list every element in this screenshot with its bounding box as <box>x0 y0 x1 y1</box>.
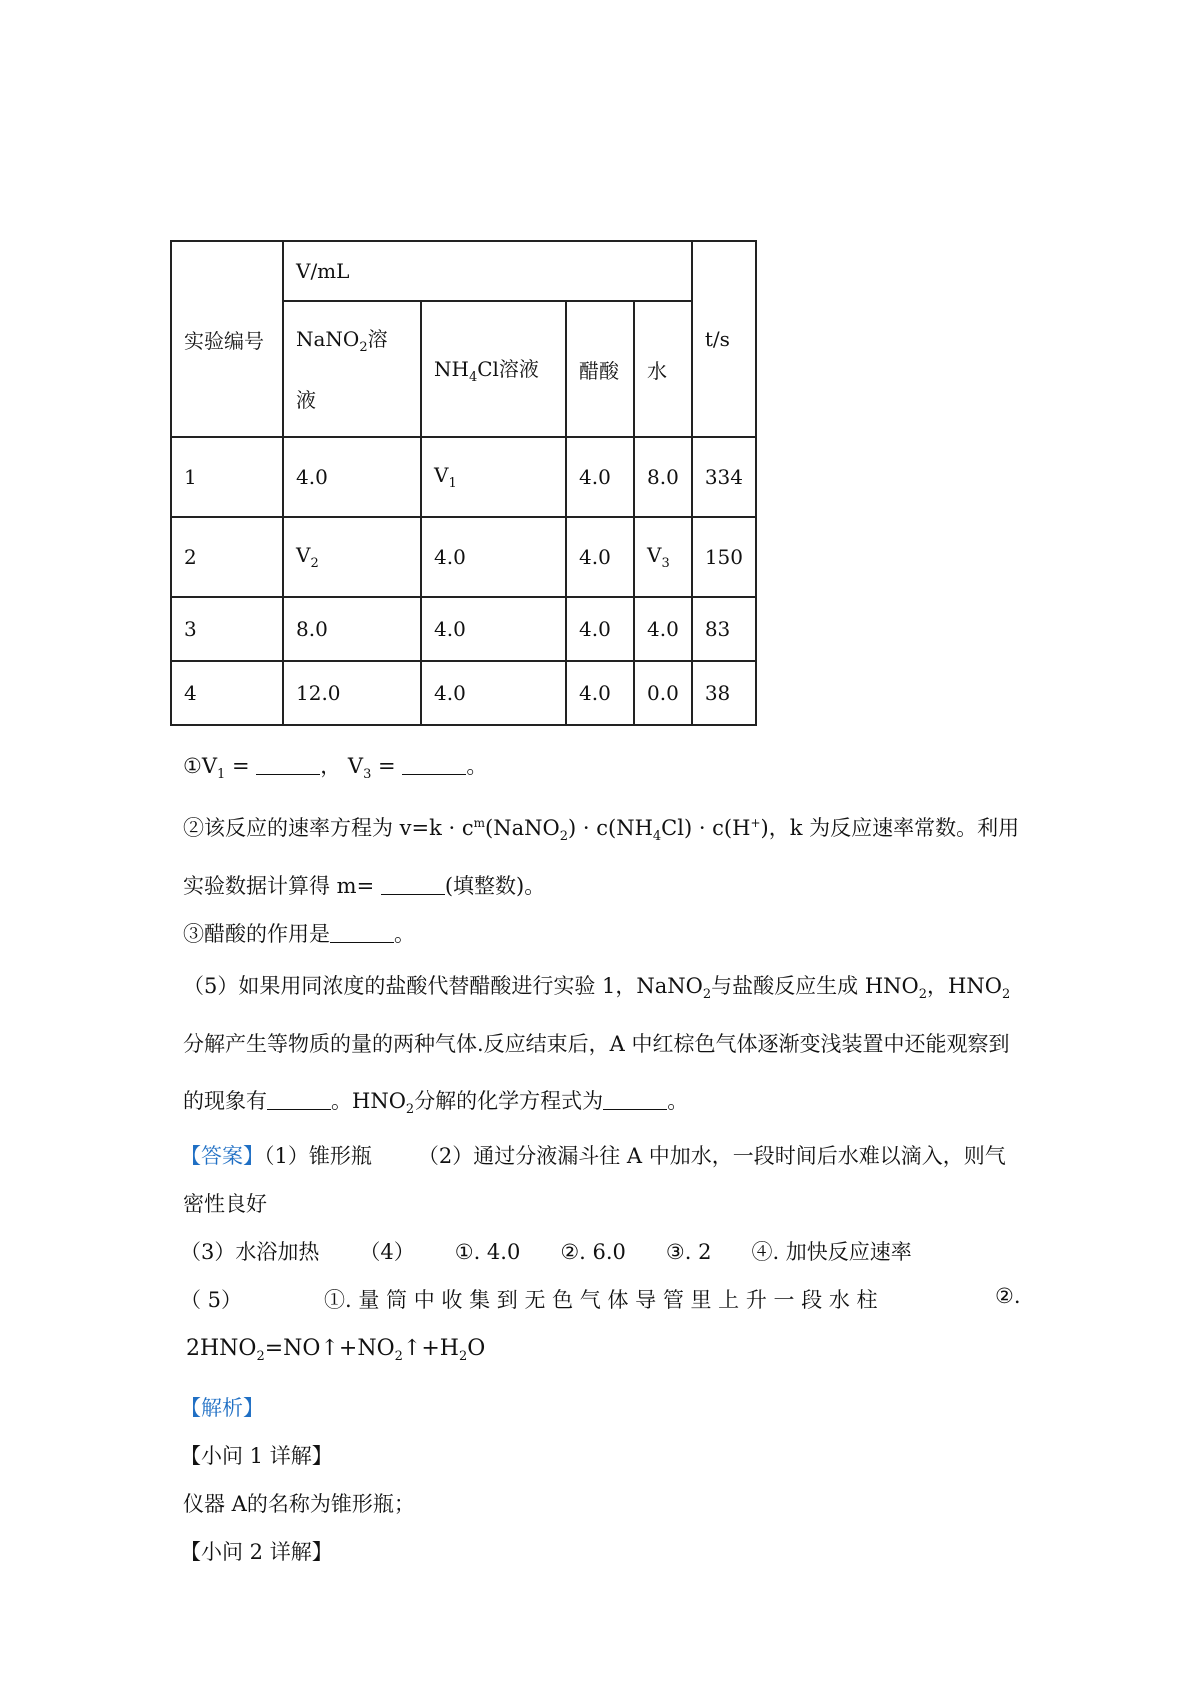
cell-acid: 4.0 <box>566 517 634 597</box>
col-nano2-text: NaNO <box>296 326 360 351</box>
eq-part-d: O <box>467 1336 486 1361</box>
cell-id: 2 <box>171 517 283 597</box>
cell-nh4cl: 4.0 <box>421 517 566 597</box>
cell-nano2: 4.0 <box>283 437 421 517</box>
answer-line-1 <box>180 1140 1006 1170</box>
answer-line-2 <box>183 1188 267 1218</box>
answer-1: （1）锥形瓶 <box>264 1144 372 1168</box>
row-header-cell <box>171 241 283 437</box>
col-nano2-header <box>283 301 421 437</box>
question-5-line-2 <box>183 1028 1010 1058</box>
answer-line-3 <box>180 1236 912 1266</box>
q1-sep: ， V <box>320 754 364 778</box>
q2-text-c: ) · c(NH <box>568 816 653 840</box>
col-nh4cl-sub: 4 <box>468 370 478 385</box>
q2-text-e: )，k 为反应速率常数。利用 <box>760 816 1020 840</box>
q5-text-b: 与盐酸反应生成 HNO <box>711 974 919 998</box>
q5-line3-b: 。HNO <box>331 1089 406 1113</box>
table-row <box>171 517 756 597</box>
q1-sub: 1 <box>217 767 226 782</box>
experiment-table <box>170 240 757 726</box>
col-nano2-text-b: 溶 <box>367 326 388 351</box>
answer-2-cont: 密性良好 <box>183 1192 267 1216</box>
cell-nano2-v: V <box>296 543 311 567</box>
volume-unit: V/mL <box>296 259 350 283</box>
q5-line3-c: 分解的化学方程式为 <box>414 1089 604 1113</box>
col-acid-header <box>566 301 634 437</box>
cell-nh4cl <box>421 437 566 517</box>
col-nh4cl-text-b: Cl溶液 <box>477 357 539 381</box>
q2-text-a: ②该反应的速率方程为 v=k · c <box>183 816 474 840</box>
cell-water-sub: 3 <box>661 556 670 571</box>
eq-sub-b: 2 <box>394 1349 403 1364</box>
eq-part-a: 2HNO <box>186 1336 257 1361</box>
question-1 <box>183 750 487 782</box>
answer-blank <box>330 924 394 943</box>
answer-tag: 【答案】 <box>180 1144 264 1168</box>
q1-label: ①V <box>183 754 217 778</box>
cell-nano2: 8.0 <box>283 597 421 661</box>
q5-sub-a: 2 <box>702 987 712 1002</box>
col-water-text: 水 <box>647 358 667 383</box>
q2-sub-2: 2 <box>559 829 569 844</box>
subquestion-1-text: 仪器 A的名称为锥形瓶； <box>183 1492 415 1516</box>
answer-line-4 <box>180 1284 878 1314</box>
cell-id: 1 <box>171 437 283 517</box>
col-nh4cl-header <box>421 301 566 437</box>
cell-acid: 4.0 <box>566 661 634 725</box>
question-2-line-1 <box>183 812 1019 844</box>
col-nh4cl-text: NH <box>434 357 469 381</box>
answer-5-label: （ 5） <box>180 1288 243 1312</box>
answer-line-4-end <box>995 1284 1021 1308</box>
question-5-line-3 <box>183 1085 688 1117</box>
equation <box>186 1336 485 1364</box>
eq-part-b: =NO↑+NO <box>264 1336 395 1361</box>
cell-water: 0.0 <box>634 661 692 725</box>
answer-5-1: ①. 量 筒 中 收 集 到 无 色 气 体 导 管 里 上 升 一 段 水 柱 <box>324 1288 878 1312</box>
answer-blank <box>256 756 320 775</box>
volume-group-header <box>283 241 692 301</box>
q2-sup-plus: + <box>750 816 761 830</box>
q2-line2-end: (填整数)。 <box>444 874 546 898</box>
answer-4-label: （4） <box>359 1240 415 1264</box>
answer-4-4: ④. 加快反应速率 <box>751 1240 912 1264</box>
answer-2: （2）通过分液漏斗往 A 中加水，一段时间后水难以滴入，则气 <box>417 1144 1006 1168</box>
cell-water: 8.0 <box>634 437 692 517</box>
eq-part-c: ↑+H <box>402 1336 459 1361</box>
question-3 <box>183 918 415 948</box>
answer-4-2: ②. 6.0 <box>560 1240 626 1264</box>
table-row <box>171 597 756 661</box>
answer-4-3: ③. 2 <box>665 1240 712 1264</box>
q2-text-b: (NaNO <box>485 816 560 840</box>
analysis-tag: 【解析】 <box>180 1396 264 1420</box>
cell-acid: 4.0 <box>566 597 634 661</box>
cell-nh4cl: 4.0 <box>421 597 566 661</box>
time-header: t/s <box>704 327 730 351</box>
cell-id: 3 <box>171 597 283 661</box>
cell-water-v: V <box>647 543 662 567</box>
cell-time: 334 <box>692 437 756 517</box>
row-header: 实验编号 <box>184 328 264 353</box>
table-row <box>171 661 756 725</box>
cell-id: 4 <box>171 661 283 725</box>
question-2-line-2 <box>183 870 545 900</box>
answer-blank <box>603 1091 667 1110</box>
answer-blank <box>267 1091 331 1110</box>
cell-nano2 <box>283 517 421 597</box>
col-nano2-sub: 2 <box>359 339 368 355</box>
q5-sub-c: 2 <box>1001 987 1011 1002</box>
cell-nh4cl-sub: 1 <box>448 476 457 491</box>
q3-end: 。 <box>394 922 415 946</box>
cell-nano2-sub: 2 <box>310 556 319 571</box>
answer-blank <box>381 876 445 895</box>
q2-sub-4: 4 <box>652 829 662 844</box>
eq-sub-c: 2 <box>458 1349 468 1364</box>
col-water-header <box>634 301 692 437</box>
time-header-cell <box>692 241 756 437</box>
cell-time: 38 <box>692 661 756 725</box>
q1-eq2: = <box>371 754 403 778</box>
q2-text-d: Cl) · c(H <box>661 816 751 840</box>
cell-nh4cl-v: V <box>434 463 449 487</box>
question-5-line-1 <box>183 970 1010 1002</box>
q2-sup-m: m <box>473 816 486 830</box>
cell-time: 83 <box>692 597 756 661</box>
q5-line2: 分解产生等物质的量的两种气体.反应结束后，A 中红棕色气体逐渐变浅装置中还能观察到 <box>183 1032 1010 1056</box>
q1-eq: = <box>225 754 257 778</box>
cell-nano2: 12.0 <box>283 661 421 725</box>
table-row <box>171 437 756 517</box>
q3-text: ③醋酸的作用是 <box>183 922 330 946</box>
q5-text-a: （5）如果用同浓度的盐酸代替醋酸进行实验 1，NaNO <box>183 974 703 998</box>
answer-5-2-label: ②. <box>995 1284 1021 1308</box>
cell-time: 150 <box>692 517 756 597</box>
cell-acid: 4.0 <box>566 437 634 517</box>
q5-line3-sub: 2 <box>405 1102 415 1117</box>
q5-line3-d: 。 <box>667 1089 689 1113</box>
eq-sub-a: 2 <box>256 1349 265 1364</box>
subquestion-2-heading: 【小问 2 详解】 <box>180 1540 333 1564</box>
cell-nh4cl: 4.0 <box>421 661 566 725</box>
q2-line2-text: 实验数据计算得 m= <box>183 874 381 898</box>
q5-sub-b: 2 <box>918 987 928 1002</box>
q5-text-c: ，HNO <box>927 974 1002 998</box>
q5-line3-a: 的现象有 <box>183 1089 267 1113</box>
answer-3: （3）水浴加热 <box>180 1240 320 1264</box>
cell-water: 4.0 <box>634 597 692 661</box>
answer-blank <box>402 756 466 775</box>
col-nano2-text-c: 液 <box>296 387 316 412</box>
subquestion-1-heading: 【小问 1 详解】 <box>180 1444 333 1468</box>
q1-sub2: 3 <box>363 767 372 782</box>
cell-water <box>634 517 692 597</box>
col-acid-text: 醋酸 <box>579 358 619 383</box>
answer-4-1: ①. 4.0 <box>454 1240 521 1264</box>
q1-end: 。 <box>466 754 488 778</box>
